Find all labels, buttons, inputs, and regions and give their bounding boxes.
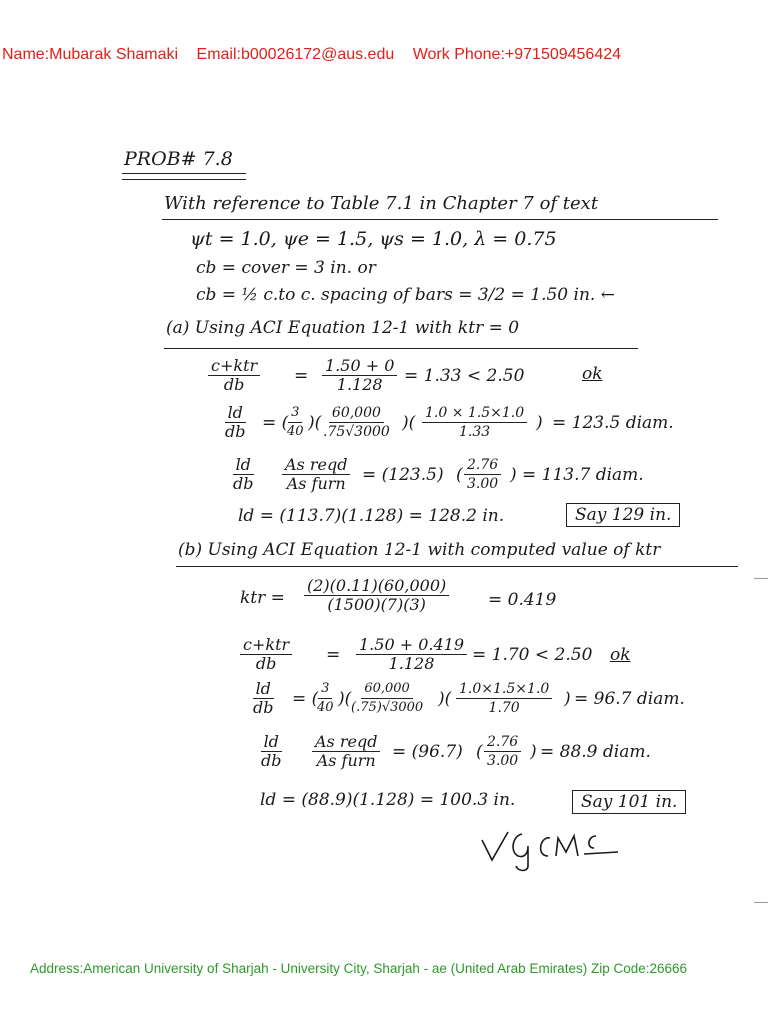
- b-as-paren-open: (: [476, 742, 483, 762]
- b-ratio-num: 1.50 + 0.419: [356, 636, 467, 655]
- a-as-paren-close: ): [510, 465, 517, 485]
- cb-spacing-line: cb = ½ c.to c. spacing of bars = 3/2 = 1.50 in. ←: [196, 285, 615, 305]
- b-ld-c1: [314, 680, 337, 717]
- b-final-line: ld = (88.9)(1.128) = 100.3 in.: [260, 790, 516, 810]
- b-answer-box: Say 101 in.: [572, 790, 686, 814]
- scan-mark: [754, 902, 768, 903]
- a-ld-result: = 123.5 diam.: [552, 413, 674, 433]
- a-as-ratio-den: As furn: [286, 474, 346, 493]
- b-ratio-lhs: [240, 636, 292, 673]
- a-ld-c3-den: 1.33: [458, 424, 491, 440]
- b-ratio-frac: [356, 636, 467, 673]
- b-ld-c2: [348, 680, 426, 717]
- b-as-lhs-num: ld: [261, 733, 282, 752]
- contact-phone: Work Phone:+971509456424: [412, 46, 622, 63]
- b-ld-lhs-den: db: [253, 698, 274, 717]
- b-ld-result: = 96.7 diam.: [574, 689, 685, 709]
- a-ld-eq: = (: [262, 413, 289, 433]
- a-as-lhs-den: db: [233, 474, 254, 493]
- a-ratio-den: 1.128: [336, 375, 383, 394]
- b-as-c-den: 3.00: [487, 753, 519, 769]
- b-as-c-num: 2.76: [484, 733, 521, 752]
- a-ld-lhs-den: db: [225, 422, 246, 441]
- modification-factors: ψt = 1.0, ψe = 1.5, ψs = 1.0, λ = 0.75: [190, 228, 557, 250]
- a-ld-c1-den: 40: [287, 424, 304, 439]
- a-ratio-lhs-num: c+ktr: [208, 357, 260, 376]
- a-as-result: = 113.7 diam.: [522, 465, 644, 485]
- b-ktr-num: (2)(0.11)(60,000): [304, 577, 449, 596]
- a-ld-c2-den: .75√3000: [323, 424, 390, 440]
- b-ld-c3: [456, 680, 552, 717]
- a-as-c-num: 2.76: [464, 456, 501, 475]
- a-ld-c1-num: 3: [288, 404, 302, 423]
- a-as-ratio: [282, 456, 350, 493]
- b-ld-paren2: )(: [438, 689, 452, 709]
- a-ratio-lhs-den: db: [223, 375, 245, 394]
- b-ld-paren1: )(: [338, 689, 352, 709]
- b-ld-c3-num: 1.0×1.5×1.0: [456, 680, 552, 699]
- title-underline-2: [122, 179, 246, 180]
- b-as-result: = 88.9 diam.: [540, 742, 651, 762]
- a-ld-paren1: )(: [308, 413, 322, 433]
- address-footer: Address:American University of Sharjah - University City, Sharjah - ae (United Arab Emirates) Zip Code:26666: [30, 961, 688, 976]
- a-ld-paren3: ): [536, 413, 543, 433]
- b-ktr-frac: [304, 577, 449, 614]
- a-ld-lhs: [222, 404, 248, 441]
- a-answer-box: Say 129 in.: [566, 503, 680, 527]
- b-ratio-lhs-num: c+ktr: [240, 636, 292, 655]
- part-a-underline: [164, 348, 638, 349]
- b-as-ratio-num: As reqd: [312, 733, 380, 752]
- a-ratio-ok: ok: [582, 364, 603, 384]
- b-ratio-den: 1.128: [388, 654, 435, 673]
- b-ld-c1-num: 3: [318, 680, 332, 699]
- b-ktr-result: = 0.419: [488, 590, 557, 610]
- b-as-ratio-den: As furn: [316, 751, 376, 770]
- cb-cover-line: cb = cover = 3 in. or: [196, 258, 376, 278]
- a-as-mid: = (123.5): [362, 465, 444, 485]
- b-ld-eq: = (: [292, 689, 319, 709]
- a-ratio-result: = 1.33 < 2.50: [404, 366, 525, 386]
- part-b-underline: [176, 566, 738, 567]
- a-ld-paren2: )(: [402, 413, 416, 433]
- intro-line: With reference to Table 7.1 in Chapter 7 of text: [164, 193, 599, 214]
- problem-title: PROB# 7.8: [124, 148, 233, 170]
- b-ld-lhs: [250, 680, 276, 717]
- a-ratio-frac: [322, 357, 397, 394]
- b-as-lhs-den: db: [261, 751, 282, 770]
- a-ld-lhs-num: ld: [225, 404, 246, 423]
- part-a-heading: (a) Using ACI Equation 12-1 with ktr = 0: [166, 318, 520, 338]
- a-ratio-eq: =: [294, 366, 309, 386]
- contact-name: Name:Mubarak Shamaki: [2, 46, 179, 63]
- b-as-c: [484, 733, 521, 770]
- b-ratio-eq: =: [326, 645, 341, 665]
- a-ld-c1: [284, 404, 307, 441]
- b-as-lhs: [258, 733, 284, 770]
- a-ld-c3: [422, 404, 527, 441]
- b-as-paren-close: ): [530, 742, 537, 762]
- b-ratio-lhs-den: db: [255, 654, 277, 673]
- a-ratio-lhs: [208, 357, 260, 394]
- b-ld-c2-num: 60,000: [361, 680, 413, 699]
- b-ld-c2-den: (.75)√3000: [351, 700, 424, 715]
- a-as-paren-open: (: [456, 465, 463, 485]
- handwritten-signature: [478, 822, 628, 874]
- b-ratio-result: = 1.70 < 2.50: [472, 645, 593, 665]
- b-ktr-den: (1500)(7)(3): [327, 595, 426, 614]
- title-underline-1: [122, 173, 246, 174]
- b-ld-c1-den: 40: [317, 700, 334, 715]
- a-final-line: ld = (113.7)(1.128) = 128.2 in.: [238, 506, 505, 526]
- a-as-c-den: 3.00: [467, 476, 499, 492]
- b-ktr-lhs: ktr =: [240, 588, 285, 608]
- scan-mark: [754, 578, 768, 579]
- a-as-lhs-num: ld: [233, 456, 254, 475]
- part-b-heading: (b) Using ACI Equation 12-1 with computed value of ktr: [178, 540, 661, 560]
- b-ld-c3-den: 1.70: [488, 700, 520, 716]
- contact-header: [0, 46, 768, 64]
- a-as-c: [464, 456, 501, 493]
- a-ld-c2: [320, 404, 393, 441]
- intro-underline: [162, 219, 718, 220]
- a-as-lhs: [230, 456, 256, 493]
- a-ld-c2-num: 60,000: [329, 404, 384, 423]
- b-ratio-ok: ok: [610, 645, 631, 665]
- a-as-ratio-num: As reqd: [282, 456, 350, 475]
- b-as-ratio: [312, 733, 380, 770]
- b-ld-paren3: ): [564, 689, 571, 709]
- b-ld-lhs-num: ld: [253, 680, 274, 699]
- a-ratio-num: 1.50 + 0: [322, 357, 397, 376]
- a-ld-c3-num: 1.0 × 1.5×1.0: [422, 404, 527, 423]
- b-as-mid: = (96.7): [392, 742, 463, 762]
- contact-email: Email:b00026172@aus.edu: [196, 46, 395, 63]
